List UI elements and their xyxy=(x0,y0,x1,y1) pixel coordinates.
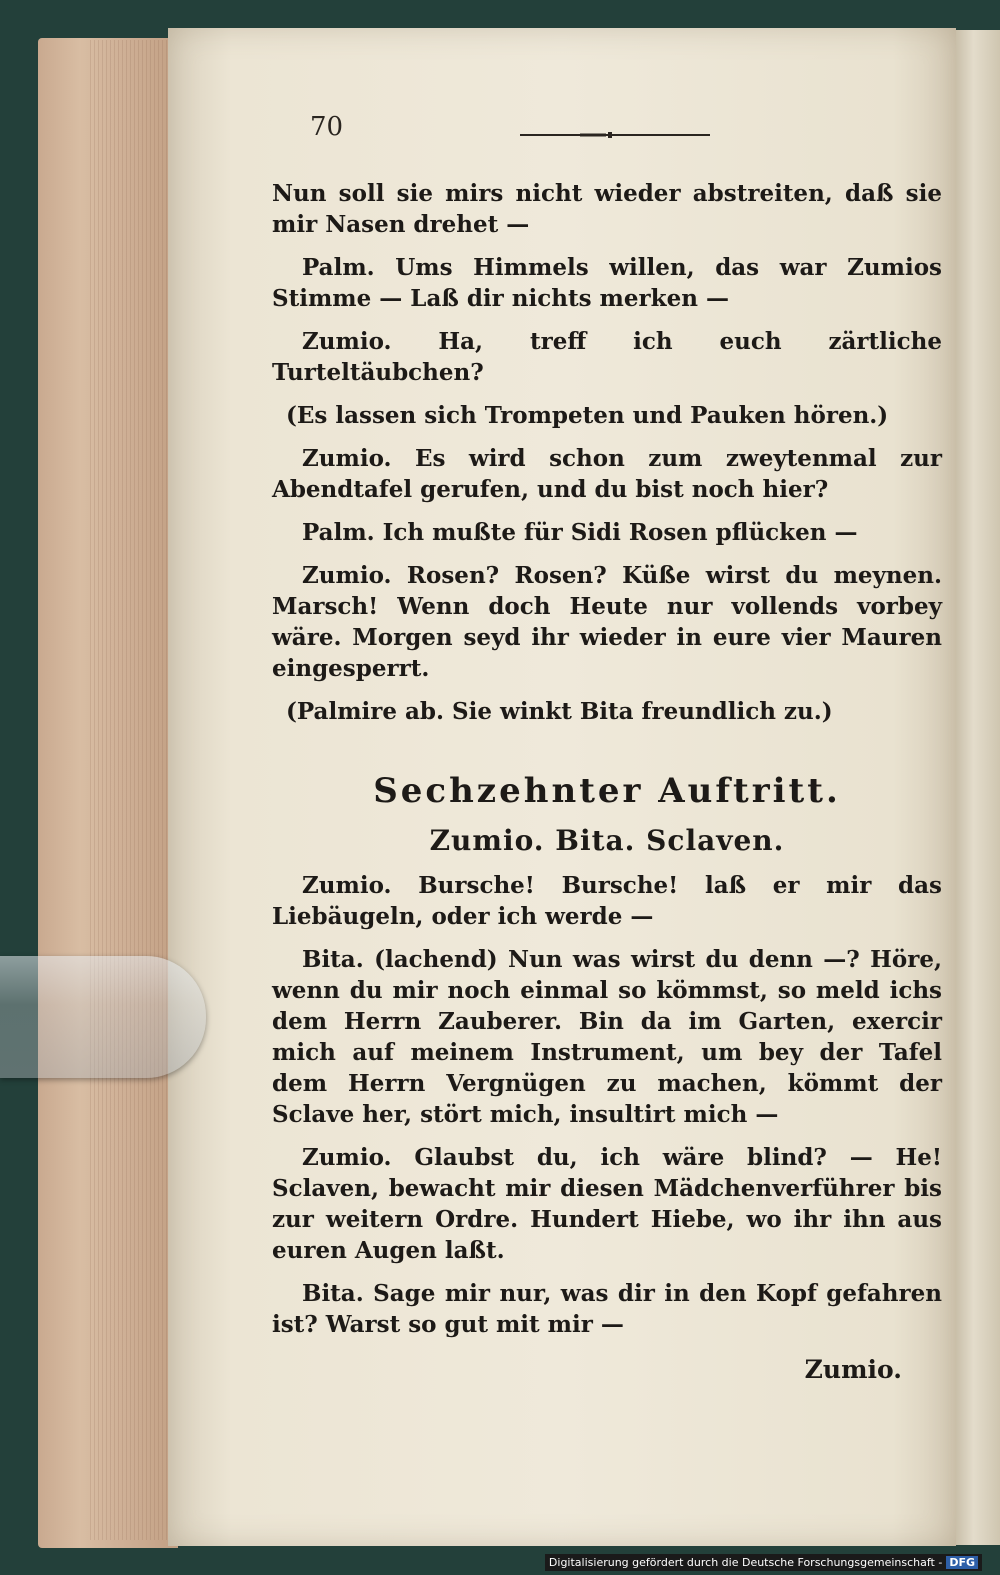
speech-paragraph: Zumio. Es wird schon zum zweytenmal zur Abendtafel gerufen, und du bist noch hier? xyxy=(272,445,942,503)
header-ornament xyxy=(520,132,710,138)
speech-paragraph: Palm. Ums Himmels willen, das war Zumios Stimme — Laß dir nichts merken — xyxy=(272,254,942,312)
speech-paragraph: Zumio. Bursche! Bursche! laß er mir das Liebäugeln, oder ich werde — xyxy=(272,872,942,930)
facing-page-edge xyxy=(956,30,1000,1545)
speech-paragraph: Nun soll sie mirs nicht wieder abstreiten, daß sie mir Nasen drehet — xyxy=(272,180,942,238)
speech-paragraph: Zumio. Glaubst du, ich wäre blind? — He! Sclaven, bewacht mir diesen Mädchenverführer bis zur weitern Ordre. Hundert Hiebe, wo ihr ihn aus euren Augen laßt. xyxy=(272,1144,942,1264)
scene-cast: Zumio. Bita. Sclaven. xyxy=(429,824,785,857)
glass-page-holder xyxy=(0,956,206,1078)
speech-paragraph: Palm. Ich mußte für Sidi Rosen pflücken — xyxy=(302,519,858,546)
credit-text: Digitalisierung gefördert durch die Deutsche Forschungsgemeinschaft - xyxy=(548,1556,943,1569)
scene-title: Sechzehnter Auftritt. xyxy=(373,771,841,811)
speech-paragraph: Bita. Sage mir nur, was dir in den Kopf gefahren ist? Warst so gut mit mir — xyxy=(272,1280,942,1338)
page-text xyxy=(272,178,942,1385)
digitization-credit xyxy=(545,1554,982,1571)
page-number: 70 xyxy=(310,112,344,142)
page-header xyxy=(310,112,730,152)
speech-paragraph: Bita. (lachend) Nun was wirst du denn —? Höre, wenn du mir noch einmal so kömmst, so meld ichs dem Herrn Zauberer. Bin da im Garten, exercir mich auf meinem Instrument, um bey der Tafel dem Herrn Vergnügen zu machen, kömmt der Sclave her, stört mich, insultirt mich — xyxy=(272,946,942,1128)
catchword: Zumio. xyxy=(804,1355,902,1384)
speech-paragraph: Zumio. Ha, treff ich euch zärtliche Turteltäubchen? xyxy=(272,328,942,386)
speech-paragraph: Zumio. Rosen? Rosen? Küße wirst du meynen. Marsch! Wenn doch Heute nur vollends vorbey wäre. Morgen seyd ihr wieder in eure vier Mauren eingesperrt. xyxy=(272,562,942,682)
stage-direction: (Palmire ab. Sie winkt Bita freundlich zu.) xyxy=(286,698,833,725)
dfg-logo: DFG xyxy=(946,1556,978,1569)
page-edges xyxy=(90,40,170,1540)
stage-direction: (Es lassen sich Trompeten und Pauken hören.) xyxy=(286,402,889,429)
